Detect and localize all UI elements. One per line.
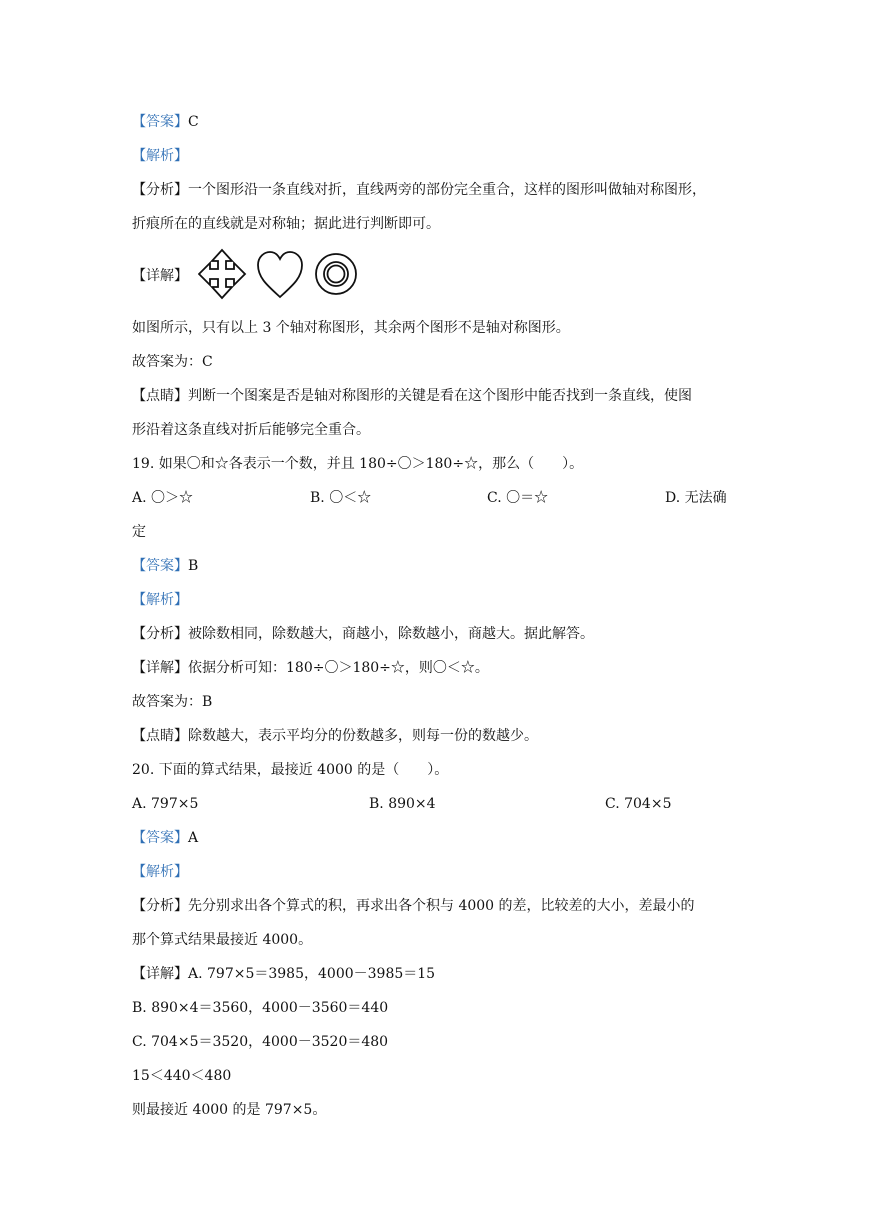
four-arrow-cross-icon — [199, 250, 245, 298]
detail-text: 依据分析可知：180÷〇＞180÷☆，则〇＜☆。 — [188, 660, 489, 676]
q19-option-d-cont: 定 — [132, 524, 146, 540]
dianjing-text: 除数越大，表示平均分的份数越多，则每一份的数越少。 — [188, 728, 538, 744]
answer-value: A — [188, 830, 199, 846]
q18-answer — [132, 112, 742, 132]
fenxi-text: 先分别求出各个算式的积，再求出各个积与 4000 的差，比较差的大小，差最小的 — [188, 898, 695, 914]
dianjing-tag: 【点睛】 — [132, 388, 188, 404]
q20-detail-b: B. 890×4＝3560，4000－3560＝440 — [132, 1000, 389, 1016]
q18-dianjing — [132, 386, 742, 406]
q18-text2: 故答案为：C — [132, 354, 213, 370]
q19-dianjing — [132, 726, 742, 746]
q19-conclusion: 故答案为：B — [132, 694, 213, 710]
answer-value: B — [188, 558, 199, 574]
q19-answer — [132, 556, 742, 576]
answer-value: C — [188, 114, 199, 130]
q19-detail — [132, 658, 742, 678]
q19-option-c: C. 〇＝☆ — [487, 490, 549, 506]
q20-answer — [132, 828, 742, 848]
q19-option-b: B. 〇＜☆ — [310, 490, 372, 506]
q20-detail — [132, 964, 742, 984]
q18-fenxi — [132, 180, 742, 200]
detail-text: A. 797×5＝3985，4000－3985＝15 — [188, 966, 436, 982]
detail-tag: 【详解】 — [132, 660, 188, 676]
concentric-circles-icon — [316, 254, 356, 294]
detail-tag: 【详解】 — [132, 966, 188, 982]
q19-option-d: D. 无法确 — [665, 490, 727, 506]
q18-detail-tag: 【详解】 — [132, 268, 188, 284]
fenxi-tag: 【分析】 — [132, 898, 188, 914]
answer-tag: 【答案】 — [132, 558, 188, 574]
answer-tag: 【答案】 — [132, 830, 188, 846]
symmetric-figures — [198, 248, 368, 300]
q19-fenxi — [132, 624, 742, 644]
q20-fenxi — [132, 896, 742, 916]
q18-dianjing-line2: 形沿着这条直线对折后能够完全重合。 — [132, 422, 370, 438]
q19-question: 19. 如果〇和☆各表示一个数，并且 180÷〇＞180÷☆，那么（ ）。 — [132, 456, 584, 472]
q18-analysis-tag: 【解析】 — [132, 148, 188, 164]
q19-option-a: A. 〇＞☆ — [132, 490, 194, 506]
q20-compare: 15＜440＜480 — [132, 1068, 232, 1084]
q20-detail-c: C. 704×5＝3520，4000－3520＝480 — [132, 1034, 389, 1050]
fenxi-tag: 【分析】 — [132, 182, 188, 198]
fenxi-text: 被除数相同，除数越大，商越小，除数越小，商越大。据此解答。 — [188, 626, 594, 642]
answer-tag: 【答案】 — [132, 114, 188, 130]
q20-analysis-tag: 【解析】 — [132, 864, 188, 880]
heart-icon — [258, 252, 302, 297]
q19-analysis-tag: 【解析】 — [132, 592, 188, 608]
dianjing-text: 判断一个图案是否是轴对称图形的关键是看在这个图形中能否找到一条直线，使图 — [188, 388, 692, 404]
q20-conclusion: 则最接近 4000 的是 797×5。 — [132, 1102, 327, 1118]
q20-question: 20. 下面的算式结果，最接近 4000 的是（ ）。 — [132, 762, 449, 778]
fenxi-text: 一个图形沿一条直线对折，直线两旁的部份完全重合，这样的图形叫做轴对称图形， — [188, 182, 706, 198]
q20-option-a: A. 797×5 — [132, 796, 199, 812]
q18-text1: 如图所示，只有以上 3 个轴对称图形，其余两个图形不是轴对称图形。 — [132, 320, 570, 336]
q18-fenxi-line2: 折痕所在的直线就是对称轴；据此进行判断即可。 — [132, 216, 440, 232]
dianjing-tag: 【点睛】 — [132, 728, 188, 744]
q20-option-b: B. 890×4 — [369, 796, 436, 812]
q20-option-c: C. 704×5 — [605, 796, 672, 812]
fenxi-tag: 【分析】 — [132, 626, 188, 642]
q20-fenxi-line2: 那个算式结果最接近 4000。 — [132, 932, 313, 948]
